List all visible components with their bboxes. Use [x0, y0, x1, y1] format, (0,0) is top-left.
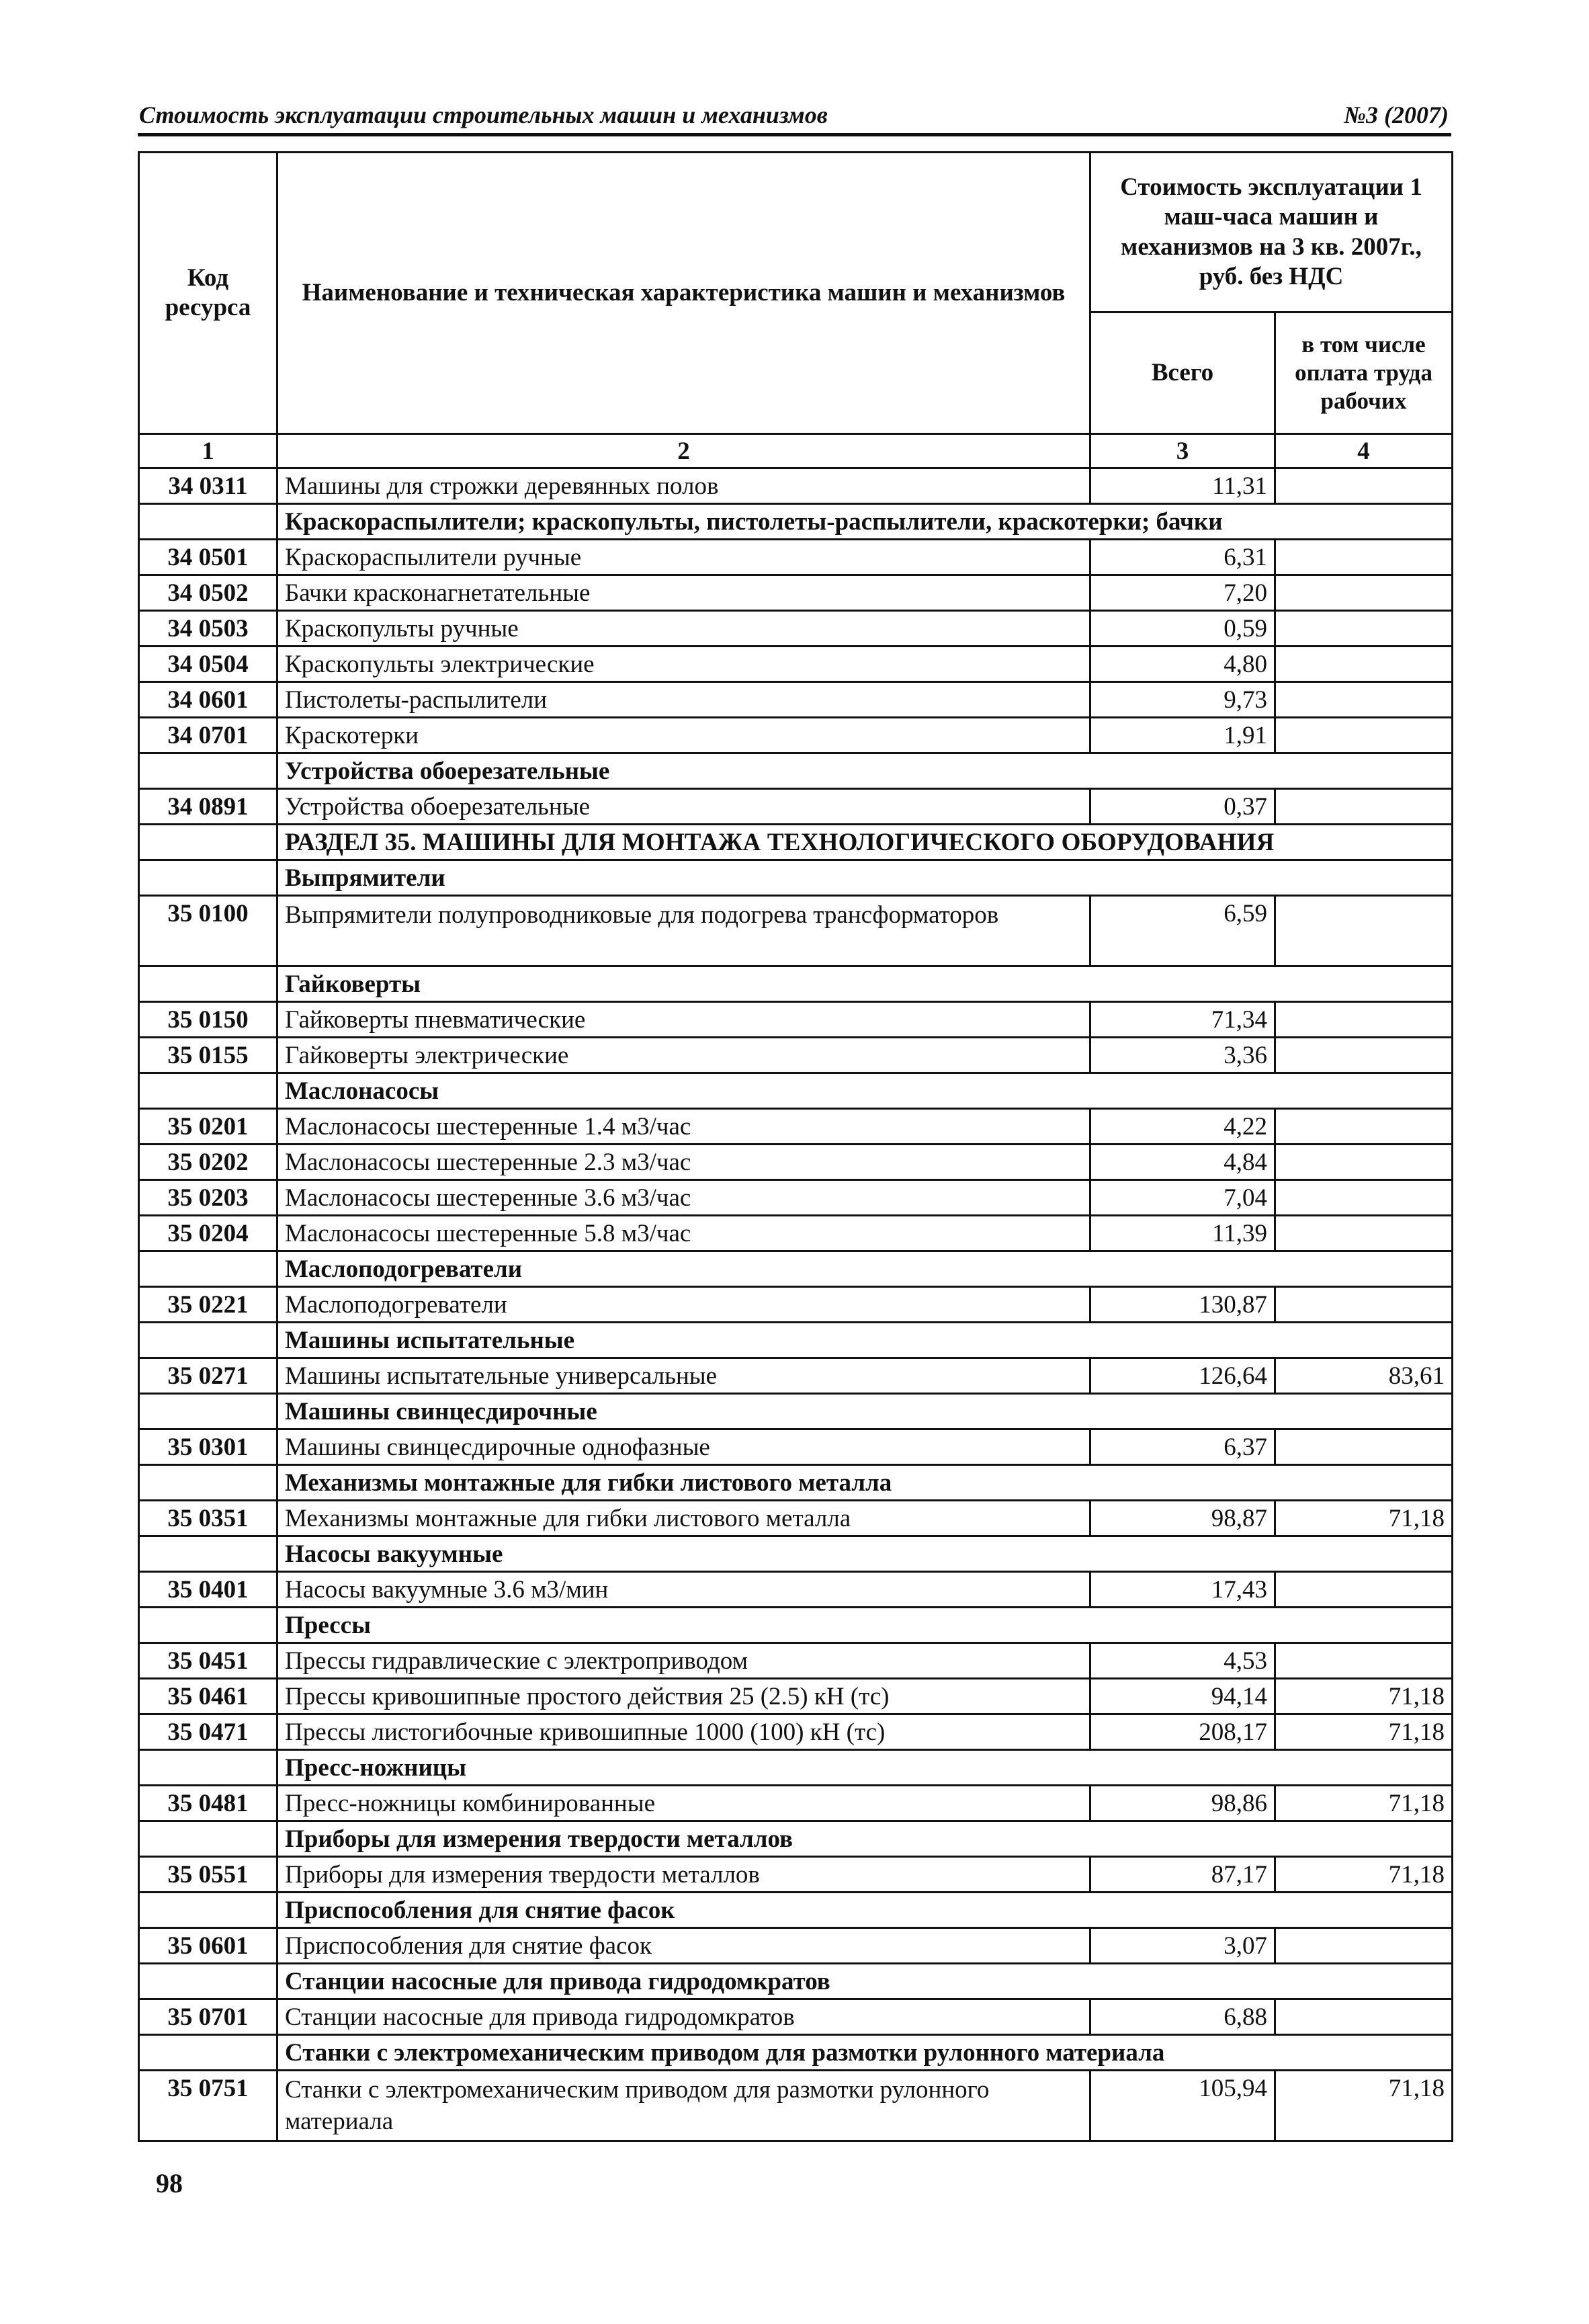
group-row [139, 1821, 1453, 1857]
issue-number: №3 (2007) [1344, 101, 1449, 128]
group-title: Станции насосные для привода гидродомкратов [277, 1964, 1453, 1999]
table-row [139, 718, 1453, 753]
group-title: Гайковерты [277, 966, 1453, 1002]
labor-cost [1275, 1038, 1453, 1073]
cost-total: 94,14 [1090, 1679, 1275, 1714]
cost-total: 6,31 [1090, 540, 1275, 575]
labor-cost: 71,18 [1275, 1714, 1453, 1750]
header-total: Всего [1090, 313, 1275, 434]
group-code-cell [139, 2035, 277, 2071]
resource-code: 35 0201 [139, 1109, 277, 1145]
cost-total: 4,84 [1090, 1145, 1275, 1180]
resource-code: 35 0203 [139, 1180, 277, 1216]
table-row [139, 1714, 1453, 1750]
machine-name: Машины испытательные универсальные [277, 1358, 1090, 1394]
cost-total: 4,53 [1090, 1643, 1275, 1679]
machine-name: Приборы для измерения твердости металлов [277, 1857, 1090, 1893]
table-row [139, 1002, 1453, 1038]
labor-cost [1275, 1216, 1453, 1251]
table-row [139, 647, 1453, 682]
running-header [138, 95, 1451, 136]
group-row [139, 753, 1453, 789]
machine-name: Маслонасосы шестеренные 5.8 м3/час [277, 1216, 1090, 1251]
header-code: Код ресурса [139, 153, 277, 434]
table-row [139, 1786, 1453, 1821]
machine-name: Прессы кривошипные простого действия 25 (2.5) кН (тс) [277, 1679, 1090, 1714]
group-code-cell [139, 860, 277, 896]
page-number: 98 [156, 2168, 183, 2198]
group-code-cell [139, 1893, 277, 1928]
machine-name: Станки с электромеханическим приводом для размотки рулонного материала [277, 2071, 1090, 2141]
machine-name: Краскотерки [277, 718, 1090, 753]
group-title: Маслоподогреватели [277, 1251, 1453, 1287]
table-row [139, 789, 1453, 825]
machine-name: Краскораспылители ручные [277, 540, 1090, 575]
cost-total: 126,64 [1090, 1358, 1275, 1394]
group-title: Краскораспылители; краскопульты, пистолеты-распылители, краскотерки; бачки [277, 504, 1453, 540]
resource-code: 35 0451 [139, 1643, 277, 1679]
machine-name: Пресс-ножницы комбинированные [277, 1786, 1090, 1821]
group-row [139, 966, 1453, 1002]
group-code-cell [139, 1251, 277, 1287]
table-row [139, 682, 1453, 718]
resource-code: 35 0155 [139, 1038, 277, 1073]
resource-code: 34 0701 [139, 718, 277, 753]
column-number: 2 [277, 434, 1090, 468]
group-row [139, 860, 1453, 896]
machine-name: Выпрямители полупроводниковые для подогрева трансформаторов [277, 896, 1090, 966]
resource-code: 35 0271 [139, 1358, 277, 1394]
table-row [139, 1572, 1453, 1608]
group-code-cell [139, 1323, 277, 1358]
table-row [139, 1038, 1453, 1073]
labor-cost [1275, 647, 1453, 682]
table-row [139, 1928, 1453, 1964]
labor-cost [1275, 468, 1453, 504]
cost-total: 0,59 [1090, 611, 1275, 647]
labor-cost: 71,18 [1275, 1786, 1453, 1821]
resource-code: 35 0221 [139, 1287, 277, 1323]
cost-total: 6,37 [1090, 1429, 1275, 1465]
machine-name: Насосы вакуумные 3.6 м3/мин [277, 1572, 1090, 1608]
table-row [139, 575, 1453, 611]
group-row [139, 1893, 1453, 1928]
machine-name: Прессы гидравлические с электроприводом [277, 1643, 1090, 1679]
table-row [139, 1216, 1453, 1251]
group-title: Машины свинцесдирочные [277, 1394, 1453, 1429]
resource-code: 35 0401 [139, 1572, 277, 1608]
cost-total: 11,31 [1090, 468, 1275, 504]
cost-total: 71,34 [1090, 1002, 1275, 1038]
resource-code: 35 0351 [139, 1501, 277, 1536]
group-code-cell [139, 1465, 277, 1501]
table-row [139, 1643, 1453, 1679]
group-title: Станки с электромеханическим приводом для размотки рулонного материала [277, 2035, 1453, 2071]
group-row [139, 1750, 1453, 1786]
group-title: Пресс-ножницы [277, 1750, 1453, 1786]
table-row [139, 1180, 1453, 1216]
resource-code: 34 0504 [139, 647, 277, 682]
table-row [139, 1429, 1453, 1465]
group-title: Приспособления для снятие фасок [277, 1893, 1453, 1928]
machine-name: Маслонасосы шестеренные 2.3 м3/час [277, 1145, 1090, 1180]
table-row [139, 2071, 1453, 2141]
resource-code: 35 0150 [139, 1002, 277, 1038]
group-code-cell [139, 1750, 277, 1786]
resource-code: 35 0301 [139, 1429, 277, 1465]
cost-total: 0,37 [1090, 789, 1275, 825]
machine-name: Механизмы монтажные для гибки листового металла [277, 1501, 1090, 1536]
table-row [139, 611, 1453, 647]
labor-cost: 71,18 [1275, 2071, 1453, 2141]
cost-total: 6,59 [1090, 896, 1275, 966]
group-code-cell [139, 1964, 277, 1999]
labor-cost [1275, 1145, 1453, 1180]
group-row [139, 1536, 1453, 1572]
cost-total: 4,80 [1090, 647, 1275, 682]
resource-code: 34 0502 [139, 575, 277, 611]
machine-name: Бачки красконагнетательные [277, 575, 1090, 611]
cost-total: 98,87 [1090, 1501, 1275, 1536]
labor-cost [1275, 1287, 1453, 1323]
table-row [139, 1501, 1453, 1536]
labor-cost [1275, 1109, 1453, 1145]
column-number: 1 [139, 434, 277, 468]
labor-cost [1275, 1643, 1453, 1679]
labor-cost [1275, 1002, 1453, 1038]
group-row [139, 1073, 1453, 1109]
machine-name: Гайковерты пневматические [277, 1002, 1090, 1038]
table-row [139, 896, 1453, 966]
labor-cost [1275, 718, 1453, 753]
resource-code: 34 0601 [139, 682, 277, 718]
resource-code: 35 0481 [139, 1786, 277, 1821]
labor-cost: 71,18 [1275, 1679, 1453, 1714]
group-title: Устройства обоерезательные [277, 753, 1453, 789]
resource-code: 34 0501 [139, 540, 277, 575]
cost-total: 11,39 [1090, 1216, 1275, 1251]
resource-code: 35 0701 [139, 1999, 277, 2035]
machine-name: Машины свинцесдирочные однофазные [277, 1429, 1090, 1465]
resource-code: 34 0891 [139, 789, 277, 825]
group-title: Механизмы монтажные для гибки листового металла [277, 1465, 1453, 1501]
column-number-row [139, 434, 1453, 468]
resource-code: 34 0503 [139, 611, 277, 647]
group-row [139, 1465, 1453, 1501]
group-title: Прессы [277, 1608, 1453, 1643]
labor-cost [1275, 611, 1453, 647]
cost-total: 1,91 [1090, 718, 1275, 753]
table-row [139, 1857, 1453, 1893]
cost-total: 9,73 [1090, 682, 1275, 718]
resource-code: 34 0311 [139, 468, 277, 504]
group-code-cell [139, 1608, 277, 1643]
machine-name: Маслонасосы шестеренные 1.4 м3/час [277, 1109, 1090, 1145]
resource-code: 35 0471 [139, 1714, 277, 1750]
group-row [139, 1323, 1453, 1358]
machine-name: Станции насосные для привода гидродомкратов [277, 1999, 1090, 2035]
group-code-cell [139, 1394, 277, 1429]
group-row [139, 825, 1453, 860]
labor-cost [1275, 540, 1453, 575]
group-row [139, 1251, 1453, 1287]
table-row [139, 1999, 1453, 2035]
group-code-cell [139, 1536, 277, 1572]
group-code-cell [139, 504, 277, 540]
cost-total: 17,43 [1090, 1572, 1275, 1608]
group-code-cell [139, 1821, 277, 1857]
machine-cost-table [138, 151, 1453, 2142]
resource-code: 35 0202 [139, 1145, 277, 1180]
group-title: Приборы для измерения твердости металлов [277, 1821, 1453, 1857]
labor-cost [1275, 682, 1453, 718]
table-row [139, 1109, 1453, 1145]
group-title: Машины испытательные [277, 1323, 1453, 1358]
labor-cost [1275, 1180, 1453, 1216]
machine-name: Приспособления для снятие фасок [277, 1928, 1090, 1964]
labor-cost [1275, 1928, 1453, 1964]
group-code-cell [139, 753, 277, 789]
machine-name: Пистолеты-распылители [277, 682, 1090, 718]
resource-code: 35 0461 [139, 1679, 277, 1714]
labor-cost [1275, 789, 1453, 825]
table-row [139, 1358, 1453, 1394]
labor-cost: 71,18 [1275, 1501, 1453, 1536]
header-labor: в том числе оплата труда рабочих [1275, 313, 1453, 434]
table-row [139, 1145, 1453, 1180]
cost-total: 6,88 [1090, 1999, 1275, 2035]
resource-code: 35 0601 [139, 1928, 277, 1964]
cost-total: 105,94 [1090, 2071, 1275, 2141]
table-row [139, 1287, 1453, 1323]
group-row [139, 1608, 1453, 1643]
machine-name: Краскопульты электрические [277, 647, 1090, 682]
group-title: Насосы вакуумные [277, 1536, 1453, 1572]
labor-cost [1275, 1572, 1453, 1608]
resource-code: 35 0100 [139, 896, 277, 966]
header-name: Наименование и техническая характеристика машин и механизмов [277, 153, 1090, 434]
column-number: 4 [1275, 434, 1453, 468]
group-row [139, 504, 1453, 540]
cost-total: 3,36 [1090, 1038, 1275, 1073]
resource-code: 35 0551 [139, 1857, 277, 1893]
group-code-cell [139, 966, 277, 1002]
labor-cost [1275, 896, 1453, 966]
group-row [139, 1394, 1453, 1429]
resource-code: 35 0751 [139, 2071, 277, 2141]
machine-name: Гайковерты электрические [277, 1038, 1090, 1073]
cost-total: 130,87 [1090, 1287, 1275, 1323]
machine-name: Краскопульты ручные [277, 611, 1090, 647]
labor-cost [1275, 1999, 1453, 2035]
cost-total: 7,20 [1090, 575, 1275, 611]
cost-total: 98,86 [1090, 1786, 1275, 1821]
section-title: РАЗДЕЛ 35. МАШИНЫ ДЛЯ МОНТАЖА ТЕХНОЛОГИЧЕСКОГО ОБОРУДОВАНИЯ [277, 825, 1453, 860]
table-row [139, 1679, 1453, 1714]
header-cost: Стоимость эксплуатации 1 маш-часа машин и механизмов на 3 кв. 2007г., руб. без НДС [1090, 153, 1453, 313]
table-row [139, 540, 1453, 575]
machine-name: Устройства обоерезательные [277, 789, 1090, 825]
cost-total: 3,07 [1090, 1928, 1275, 1964]
cost-total: 4,22 [1090, 1109, 1275, 1145]
table-body [139, 468, 1453, 2141]
labor-cost: 71,18 [1275, 1857, 1453, 1893]
group-row [139, 1964, 1453, 1999]
machine-name: Прессы листогибочные кривошипные 1000 (100) кН (тс) [277, 1714, 1090, 1750]
table-row [139, 468, 1453, 504]
machine-name: Маслонасосы шестеренные 3.6 м3/час [277, 1180, 1090, 1216]
cost-total: 87,17 [1090, 1857, 1275, 1893]
cost-total: 208,17 [1090, 1714, 1275, 1750]
group-row [139, 2035, 1453, 2071]
cost-total: 7,04 [1090, 1180, 1275, 1216]
labor-cost [1275, 575, 1453, 611]
labor-cost: 83,61 [1275, 1358, 1453, 1394]
machine-name: Машины для строжки деревянных полов [277, 468, 1090, 504]
group-title: Маслонасосы [277, 1073, 1453, 1109]
column-number: 3 [1090, 434, 1275, 468]
group-code-cell [139, 1073, 277, 1109]
group-title: Выпрямители [277, 860, 1453, 896]
group-code-cell [139, 825, 277, 860]
resource-code: 35 0204 [139, 1216, 277, 1251]
machine-name: Маслоподогреватели [277, 1287, 1090, 1323]
labor-cost [1275, 1429, 1453, 1465]
running-header-title: Стоимость эксплуатации строительных машин и механизмов [139, 101, 828, 128]
